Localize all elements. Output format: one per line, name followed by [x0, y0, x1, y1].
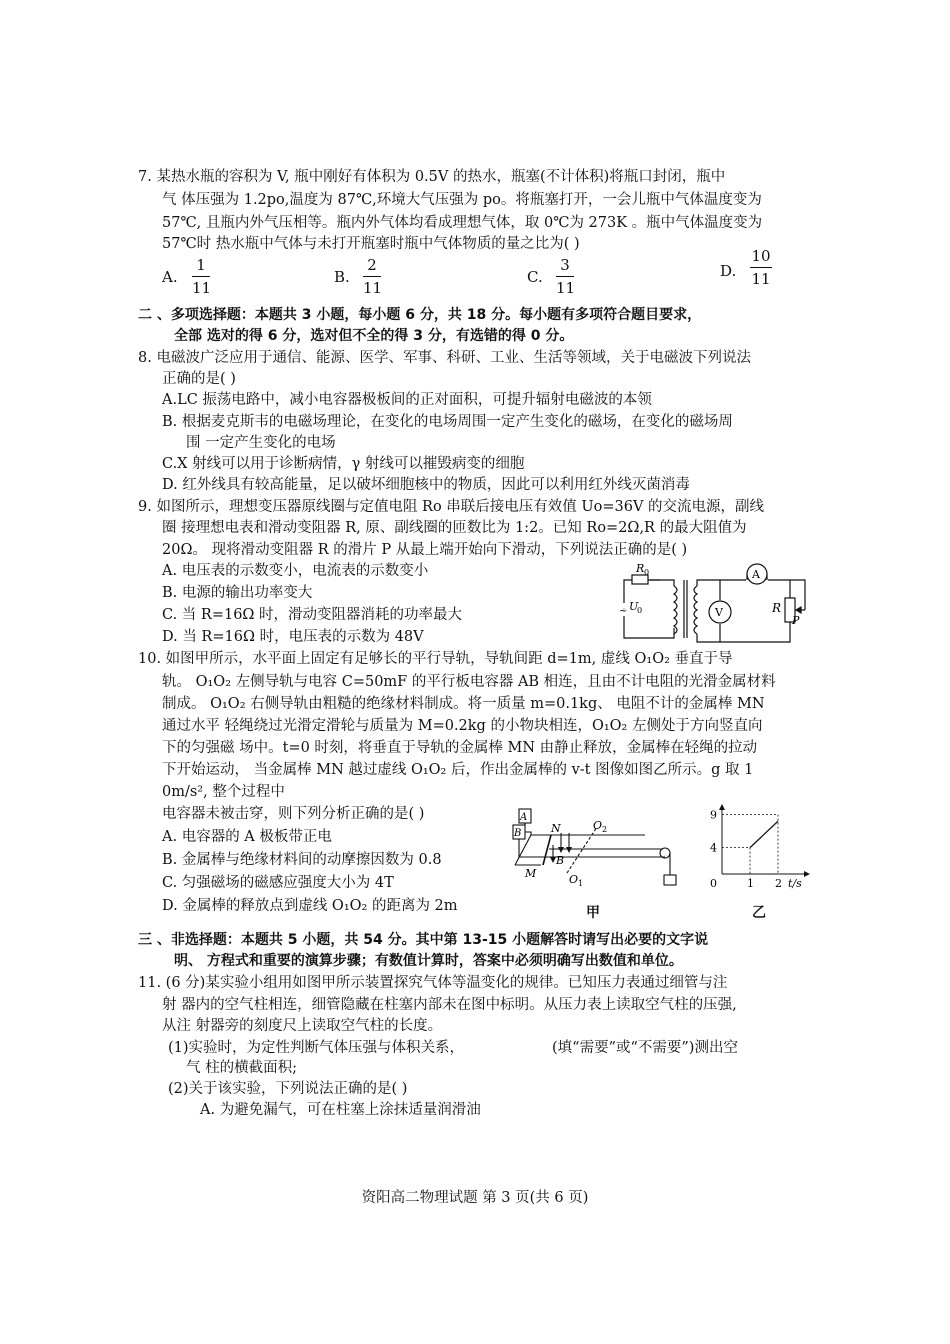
q10-line6: 下开始运动， 当金属棒 MN 越过虚线 O₁O₂ 后，作出金属棒的 v-t 图像如图乙所示。g 取 1 — [162, 762, 754, 778]
series-line — [750, 821, 778, 847]
q10-option-b: B. 金属棒与绝缘材料间的动摩擦因数为 0.8 — [162, 852, 442, 868]
label-o1-sub: 1 — [578, 879, 584, 888]
q7-option-d-den: 11 — [751, 270, 771, 288]
q7-option-a-label: A. — [162, 268, 178, 286]
q10-option-a: A. 电容器的 A 极板带正电 — [162, 829, 332, 845]
q7-option-b — [363, 256, 381, 297]
label-u0-sub: 0 — [637, 606, 643, 615]
label-r0-sub: 0 — [644, 568, 650, 577]
label-n: N — [551, 822, 561, 835]
q7-option-d — [750, 247, 772, 288]
q9-line3: 20Ω。 现将滑动变阻器 R 的滑片 P 从最上端开始向下滑动，下列说法正确的是( ) — [162, 542, 688, 558]
q11-sub2-option-a: A. 为避免漏气，可在柱塞上涂抹适量润滑油 — [200, 1102, 481, 1118]
q8-option-b: B. 根据麦克斯韦的电磁场理论，在变化的电场周围一定产生变化的磁场，在变化的磁场周 — [162, 414, 733, 430]
transformer-circuit-diagram — [600, 562, 810, 652]
q7-line1: 7. 某热水瓶的容积为 V, 瓶中刚好有体积为 0.5V 的热水，瓶塞(不计体积)将瓶口封闭，瓶中 — [138, 169, 726, 185]
section2-heading: 二 、多项选择题：本题共 3 小题，每小题 6 分，共 18 分。每小题有多项符合题目要求， — [138, 307, 702, 323]
q10-line8: 电容器未被击穿，则下列分析正确的是( ) — [162, 806, 425, 822]
label-voltmeter: V — [715, 606, 723, 619]
label-plate-b: B — [514, 828, 522, 839]
q7-option-c-den: 11 — [556, 279, 576, 297]
q10-option-c: C. 匀强磁场的磁感应强度大小为 4T — [162, 875, 394, 891]
page-footer: 资阳高二物理试题 第 3 页(共 6 页) — [361, 1190, 589, 1206]
label-plate-a: A — [520, 812, 528, 823]
q9-line2: 圈 接理想电表和滑动变阻器 R, 原、副线圈的匝数比为 1:2。已知 Ro=2Ω,R 的最大阻值为 — [162, 520, 747, 536]
q7-line3: 57℃, 且瓶内外气压相等。瓶内外气体均看成理想气体，取 0℃为 273K 。瓶中气体温度变为 — [162, 215, 763, 231]
y-tick-label: 9 — [710, 808, 717, 822]
q10-line2: 轨。 O₁O₂ 左侧导轨与电容 C=50mF 的平行板电容器 AB 相连，且由不计电阻的光滑金属材料 — [162, 674, 776, 690]
q7-line4: 57℃时 热水瓶中气体与未打开瓶塞时瓶中气体物质的量之比为( ) — [162, 236, 580, 252]
q7-option-b-num: 2 — [367, 256, 377, 274]
q10-option-d: D. 金属棒的释放点到虚线 O₁O₂ 的距离为 2m — [162, 898, 458, 914]
figure-yi-caption: 乙 — [752, 905, 766, 921]
q8-option-b-cont: 围 一定产生变化的电场 — [186, 435, 336, 451]
q10-line3: 制成。 O₁O₂ 右侧导轨由粗糙的绝缘材料制成。将一质量 m=0.1kg、 电阻不计的金属棒 MN — [162, 696, 765, 712]
q7-line2: 气 体压强为 1.2po,温度为 87℃,环境大气压强为 po。将瓶塞打开，一会儿瓶中气体温度变为 — [162, 192, 762, 208]
label-slider: P — [792, 614, 800, 627]
label-o1: O — [569, 873, 579, 886]
label-o2: O — [593, 819, 603, 832]
label-r0: R — [636, 562, 645, 575]
vt-graph — [700, 800, 815, 895]
q7-option-a-den: 11 — [192, 279, 212, 297]
section3-heading-cont: 明、 方程式和重要的演算步骤；有数值计算时，答案中必须明确写出数值和单位。 — [174, 953, 683, 969]
q11-sub2: (2)关于该实验，下列说法正确的是( ) — [168, 1081, 408, 1097]
q11-sub1: (1)实验时，为定性判断气体压强与体积关系， — [168, 1040, 465, 1056]
q7-option-d-num: 10 — [751, 247, 771, 265]
q8-option-a: A.LC 振荡电路中，减小电容器极板间的正对面积，可提升辐射电磁波的本领 — [162, 392, 652, 408]
label-ammeter: A — [752, 568, 760, 581]
q7-option-d-label: D. — [720, 262, 737, 280]
q11-line1: 11. (6 分)某实验小组用如图甲所示装置探究气体等温变化的规律。已知压力表通过细管与注 — [138, 975, 728, 991]
label-m: M — [525, 867, 537, 880]
y-tick-label: 4 — [710, 841, 717, 855]
q11-sub1-cont: 气 柱的横截面积; — [186, 1060, 297, 1076]
q10-line7: 0m/s², 整个过程中 — [162, 784, 285, 800]
q11-sub1-blank-hint: (填“需要”或“不需要”)测出空 — [552, 1040, 738, 1056]
label-b-field: B — [556, 854, 565, 867]
q10-line5: 下的匀强磁 场中。t=0 时刻，将垂直于导轨的金属棒 MN 由静止释放，金属棒在轻绳的拉动 — [162, 740, 758, 756]
q10-line4: 通过水平 轻绳绕过光滑定滑轮与质量为 M=0.2kg 的小物块相连，O₁O₂ 左侧处于方向竖直向 — [162, 718, 763, 734]
q7-option-c-num: 3 — [560, 256, 570, 274]
q8-option-d: D. 红外线具有较高能量，足以破坏细胞核中的物质，因此可以利用红外线灭菌消毒 — [162, 477, 690, 493]
ac-source-symbol: ~ — [619, 606, 628, 617]
q7-option-c-label: C. — [527, 268, 543, 286]
q7-option-b-den: 11 — [363, 279, 383, 297]
rail-capacitor-diagram — [505, 805, 680, 890]
q8-option-c: C.X 射线可以用于诊断病情，γ 射线可以摧毁病变的细胞 — [162, 456, 525, 472]
q11-line3: 从注 射器旁的刻度尺上读取空气柱的长度。 — [162, 1018, 443, 1034]
x-axis-label: t/s — [788, 877, 802, 890]
x-tick-label: 0 — [710, 877, 717, 890]
q9-line1: 9. 如图所示，理想变压器原线圈与定值电阻 Ro 串联后接电压有效值 Uo=36V 的交流电源，副线 — [138, 499, 765, 515]
q8-line2: 正确的是( ) — [162, 371, 236, 387]
section2-heading-cont: 全部 选对的得 6 分，选对但不全的得 3 分，有选错的得 0 分。 — [174, 328, 574, 344]
q8-line1: 8. 电磁波广泛应用于通信、能源、医学、军事、科研、工业、生活等领域，关于电磁波下列说法 — [138, 350, 751, 366]
q7-option-a-num: 1 — [196, 256, 206, 274]
section3-heading: 三 、非选择题：本题共 5 小题，共 54 分。其中第 13-15 小题解答时请写出必要的文字说 — [138, 932, 709, 948]
q9-option-a: A. 电压表的示数变小，电流表的示数变小 — [162, 563, 429, 579]
q7-option-b-label: B. — [334, 268, 350, 286]
q9-option-c: C. 当 R=16Ω 时，滑动变阻器消耗的功率最大 — [162, 607, 463, 623]
q9-option-d: D. 当 R=16Ω 时，电压表的示数为 48V — [162, 629, 424, 645]
label-o2-sub: 2 — [602, 825, 608, 834]
x-tick-label: 1 — [747, 877, 754, 890]
q10-line1: 10. 如图甲所示，水平面上固定有足够长的平行导轨，导轨间距 d=1m, 虚线 O₁O₂ 垂直于导 — [138, 651, 733, 667]
x-tick-label: 2 — [775, 877, 782, 890]
label-u0: U — [629, 600, 639, 613]
q7-option-c — [556, 256, 574, 297]
q11-line2: 射 器内的空气柱相连，细管隐藏在柱塞内部未在图中标明。从压力表上读取空气柱的压强, — [162, 997, 737, 1013]
q9-option-b: B. 电源的输出功率变大 — [162, 585, 313, 601]
label-rheostat: R — [772, 601, 782, 615]
figure-jia-caption: 甲 — [586, 905, 600, 921]
q7-option-a — [192, 256, 210, 297]
